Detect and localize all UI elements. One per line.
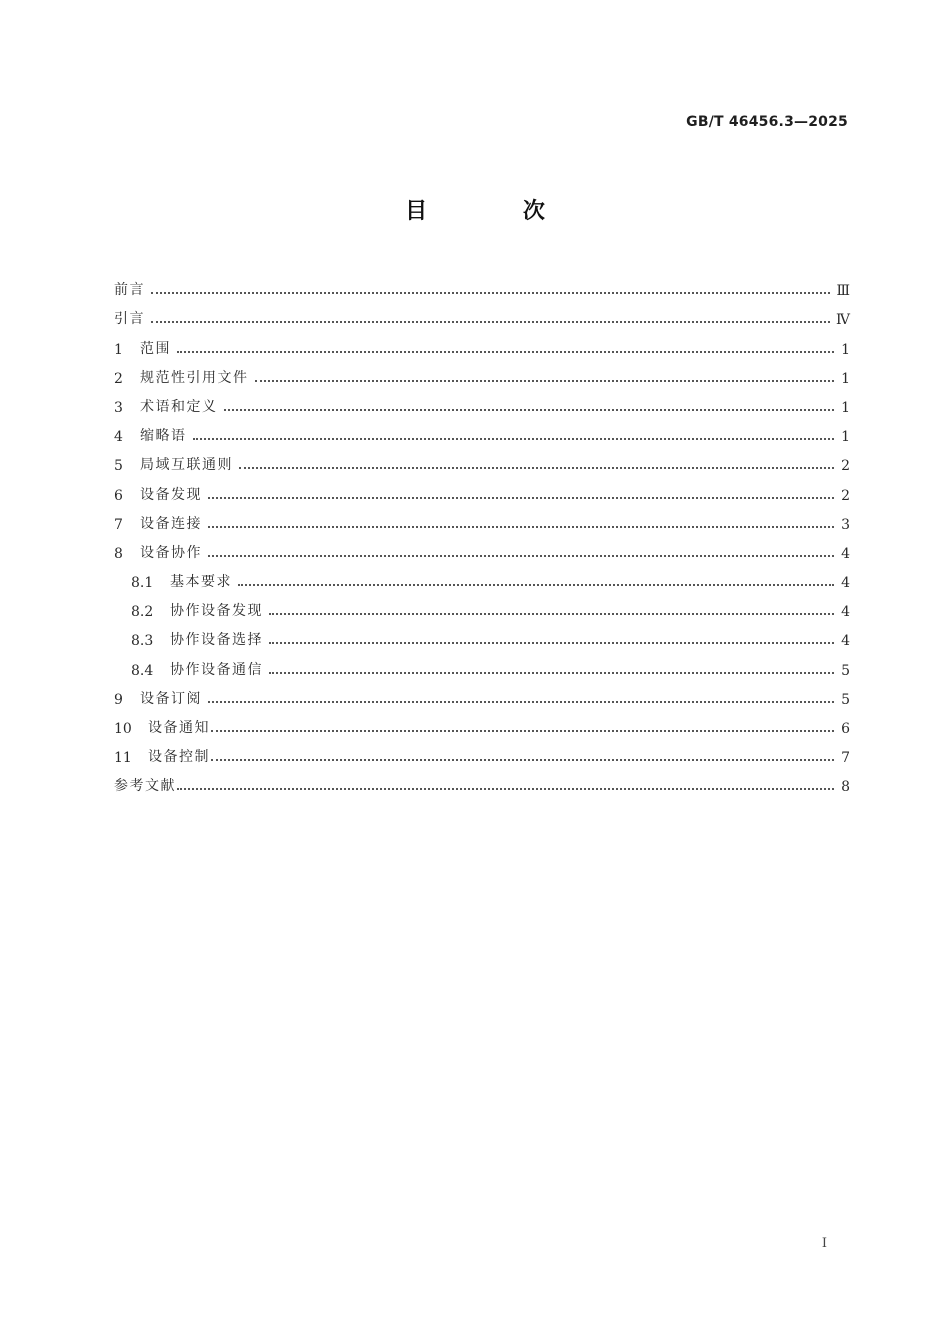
toc-entry-number: 6 bbox=[114, 487, 123, 504]
dot-leader bbox=[211, 729, 834, 732]
toc-entry-page: 4 bbox=[841, 633, 850, 650]
dot-leader bbox=[208, 496, 834, 499]
toc-entry-page: 1 bbox=[841, 399, 850, 416]
toc-entry-number: 7 bbox=[114, 516, 123, 533]
toc-entry-8-1[interactable] bbox=[114, 562, 850, 591]
toc-entry-label: 设备连接 bbox=[140, 515, 202, 532]
toc-entry-page: 1 bbox=[841, 429, 850, 446]
dot-leader bbox=[177, 787, 834, 790]
toc-entry-number: 8 bbox=[114, 545, 123, 562]
toc-entry-label: 设备协作 bbox=[140, 544, 202, 561]
toc-entry-page: 2 bbox=[841, 487, 850, 504]
toc-entry-10[interactable] bbox=[114, 708, 850, 737]
dot-leader bbox=[269, 671, 834, 674]
toc-entry-7[interactable] bbox=[114, 504, 850, 533]
toc-entry-number: 8.4 bbox=[131, 662, 154, 679]
dot-leader bbox=[193, 437, 835, 440]
toc-entry-page: Ⅳ bbox=[836, 312, 850, 329]
toc-entry-8[interactable] bbox=[114, 533, 850, 562]
toc-entry-number: 8.1 bbox=[131, 575, 154, 592]
toc-entry-label: 协作设备选择 bbox=[170, 632, 263, 649]
toc-entry-page: 2 bbox=[841, 458, 850, 475]
toc-entry-page: 7 bbox=[841, 750, 850, 767]
table-of-contents bbox=[114, 270, 850, 795]
toc-entry-page: 8 bbox=[841, 779, 850, 796]
toc-entry-8-2[interactable] bbox=[114, 591, 850, 620]
toc-entry-4[interactable] bbox=[114, 416, 850, 445]
toc-entry-label: 术语和定义 bbox=[140, 398, 218, 415]
toc-entry-page: 3 bbox=[841, 516, 850, 533]
toc-entry-label: 设备控制 bbox=[148, 749, 210, 766]
dot-leader bbox=[208, 700, 834, 703]
toc-entry-number: 2 bbox=[114, 370, 123, 387]
toc-entry-label: 协作设备通信 bbox=[170, 661, 263, 678]
toc-entry-page: 6 bbox=[841, 721, 850, 737]
toc-entry-5[interactable] bbox=[114, 445, 850, 474]
toc-entry-introduction[interactable] bbox=[114, 299, 850, 328]
toc-entry-number: 9 bbox=[114, 691, 123, 708]
dot-leader bbox=[255, 379, 835, 382]
toc-entry-page: 4 bbox=[841, 604, 850, 621]
toc-entry-number: 10 bbox=[114, 721, 132, 737]
toc-entry-number: 5 bbox=[114, 458, 123, 475]
toc-entry-label: 参考文献 bbox=[114, 778, 176, 795]
toc-entry-label: 设备订阅 bbox=[140, 690, 202, 707]
toc-entry-page: 1 bbox=[841, 370, 850, 387]
dot-leader bbox=[224, 408, 835, 411]
dot-leader bbox=[151, 291, 830, 294]
toc-entry-6[interactable] bbox=[114, 474, 850, 503]
dot-leader bbox=[211, 758, 834, 761]
toc-entry-8-4[interactable] bbox=[114, 649, 850, 678]
toc-entry-label: 缩略语 bbox=[140, 428, 187, 445]
toc-entry-1[interactable] bbox=[114, 328, 850, 357]
page-title: 目 次 bbox=[405, 199, 589, 224]
toc-entry-bibliography[interactable] bbox=[114, 766, 850, 795]
toc-entry-3[interactable] bbox=[114, 387, 850, 416]
dot-leader bbox=[151, 320, 830, 323]
dot-leader bbox=[269, 612, 834, 615]
toc-entry-number: 3 bbox=[114, 399, 123, 416]
toc-entry-label: 规范性引用文件 bbox=[140, 369, 249, 386]
toc-entry-label: 引言 bbox=[114, 311, 145, 328]
toc-entry-page: 4 bbox=[841, 545, 850, 562]
toc-entry-label: 范围 bbox=[140, 340, 171, 357]
toc-entry-number: 8.3 bbox=[131, 633, 154, 650]
standard-number: GB/T 46456.3—2025 bbox=[686, 114, 848, 130]
toc-entry-number: 11 bbox=[114, 750, 132, 767]
toc-entry-label: 基本要求 bbox=[170, 574, 232, 591]
toc-entry-11[interactable] bbox=[114, 737, 850, 766]
toc-entry-foreword[interactable] bbox=[114, 270, 850, 299]
toc-entry-page: 4 bbox=[841, 575, 850, 592]
dot-leader bbox=[269, 641, 834, 644]
toc-entry-number: 4 bbox=[114, 429, 123, 446]
toc-entry-number: 8.2 bbox=[131, 604, 154, 621]
toc-entry-page: 1 bbox=[841, 341, 850, 358]
toc-entry-label: 设备通知 bbox=[148, 720, 210, 736]
toc-entry-page: Ⅲ bbox=[836, 283, 850, 300]
toc-entry-9[interactable] bbox=[114, 679, 850, 708]
toc-entry-number: 1 bbox=[114, 341, 123, 358]
toc-entry-label: 局域互联通则 bbox=[140, 457, 233, 474]
toc-entry-label: 前言 bbox=[114, 282, 145, 299]
dot-leader bbox=[239, 466, 834, 469]
dot-leader bbox=[177, 350, 834, 353]
toc-entry-8-3[interactable] bbox=[114, 620, 850, 649]
toc-entry-2[interactable] bbox=[114, 358, 850, 387]
dot-leader bbox=[238, 583, 834, 586]
toc-entry-label: 协作设备发现 bbox=[170, 603, 263, 620]
toc-entry-page: 5 bbox=[841, 662, 850, 679]
dot-leader bbox=[208, 525, 834, 528]
dot-leader bbox=[208, 554, 834, 557]
toc-entry-page: 5 bbox=[841, 691, 850, 708]
page-number: Ⅰ bbox=[821, 1236, 827, 1251]
toc-entry-label: 设备发现 bbox=[140, 486, 202, 503]
